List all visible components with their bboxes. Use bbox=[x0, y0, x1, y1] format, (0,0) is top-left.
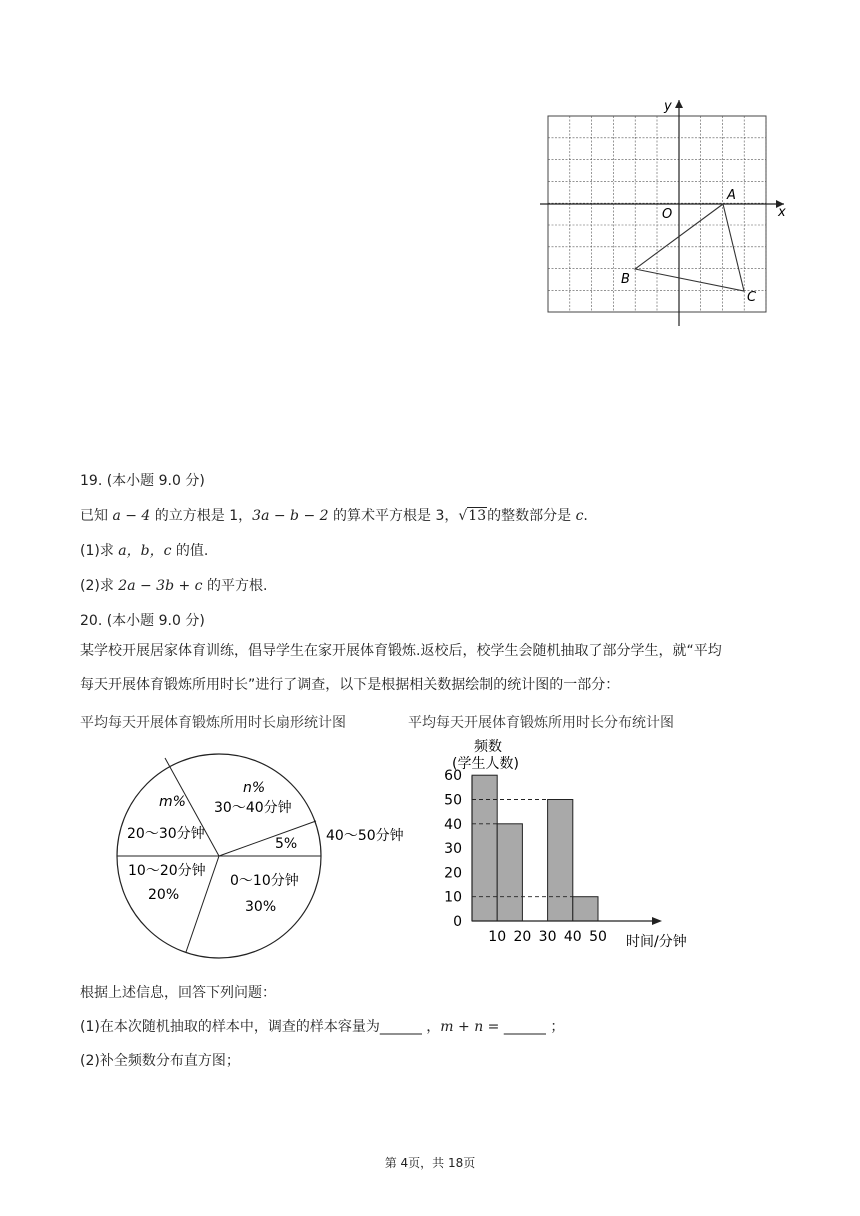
slice-label-0-10: 0～10分钟 bbox=[230, 873, 299, 889]
slice-label-0-10-pct: 30% bbox=[245, 899, 277, 915]
blank-2: ______ bbox=[503, 1019, 546, 1035]
hist-ytick-10: 10 bbox=[444, 889, 462, 906]
slice-label-10-20-pct: 20% bbox=[148, 887, 180, 903]
hist-ytick-50: 50 bbox=[444, 792, 462, 809]
hist-ytick-60: 60 bbox=[444, 768, 462, 785]
q20-para-2: 每天开展体育锻炼所用时长”进行了调查，以下是根据相关数据绘制的统计图的一部分： bbox=[80, 677, 620, 693]
y-axis-label: y bbox=[664, 99, 672, 114]
q20-para-1: 某学校开展居家体育训练，倡导学生在家开展体育锻炼.返校后，校学生会随机抽取了部分学生，就“平均 bbox=[80, 643, 722, 659]
hist-xtick-50: 50 bbox=[589, 929, 607, 945]
hist-xtick-40: 40 bbox=[563, 929, 582, 945]
hist-bar-30-40 bbox=[548, 800, 573, 922]
pie-chart-title: 平均每天开展体育锻炼所用时长扇形统计图 bbox=[80, 715, 346, 731]
pie-chart bbox=[110, 750, 420, 960]
hist-bar-0-10 bbox=[472, 775, 497, 921]
slice-label-30-40: 30～40分钟 bbox=[214, 800, 292, 816]
point-c-label: C bbox=[747, 290, 757, 305]
hist-ytick-0: 0 bbox=[453, 914, 462, 930]
x-axis-label: x bbox=[778, 205, 786, 220]
q19-part1: (1)求 a，b，c 的值. bbox=[80, 543, 209, 559]
hist-ytick-30: 30 bbox=[444, 841, 462, 858]
coordinate-grid-figure bbox=[530, 96, 800, 332]
q19-header: 19. (本小题 9.0 分) bbox=[80, 473, 205, 489]
page-footer: 第 4页，共 18页 bbox=[384, 1156, 476, 1170]
hist-ytick-20: 20 bbox=[444, 865, 462, 882]
hist-ylabel-1: 频数 bbox=[474, 739, 502, 755]
point-a-label: A bbox=[727, 188, 736, 203]
origin-label: O bbox=[662, 207, 673, 222]
hist-ylabel-2: (学生人数) bbox=[452, 756, 519, 772]
slice-label-20-30: 20～30分钟 bbox=[127, 826, 205, 842]
q20-ask-2: (2)补全频数分布直方图； bbox=[80, 1053, 240, 1069]
hist-xtick-30: 30 bbox=[538, 929, 557, 945]
sqrt-symbol: √ bbox=[458, 508, 468, 524]
hist-bar-40-50 bbox=[573, 897, 598, 921]
hist-bar-10-20 bbox=[497, 824, 522, 921]
triangle-abc bbox=[635, 204, 744, 291]
hist-xlabel: 时间/分钟 bbox=[626, 934, 687, 950]
blank-1: ______ bbox=[379, 1019, 422, 1035]
bar-chart-title: 平均每天开展体育锻炼所用时长分布统计图 bbox=[408, 715, 674, 731]
slice-label-40-50: 40～50分钟 bbox=[326, 828, 404, 844]
q20-ask-1: (1)在本次随机抽取的样本中，调查的样本容量为______ ，m + n = ______ ； bbox=[80, 1019, 565, 1035]
slice-label-10-20: 10～20分钟 bbox=[128, 863, 206, 879]
slice-label-20-30-pct: m% bbox=[159, 794, 186, 810]
sqrt-radicand: 13 bbox=[468, 508, 487, 524]
histogram-chart bbox=[420, 730, 700, 956]
point-b-label: B bbox=[621, 272, 630, 287]
hist-xtick-10: 10 bbox=[488, 929, 507, 945]
q20-after-text: 根据上述信息，回答下列问题： bbox=[80, 985, 276, 1001]
slice-label-40-50-pct: 5% bbox=[275, 836, 298, 852]
q19-stem: 已知 a − 4 的立方根是 1，3a − b − 2 的算术平方根是 3，√13的整数部分是 c. bbox=[80, 508, 588, 524]
hist-xtick-20: 20 bbox=[513, 929, 532, 945]
q20-header: 20. (本小题 9.0 分) bbox=[80, 613, 205, 629]
q19-part2: (2)求 2a − 3b + c 的平方根. bbox=[80, 578, 268, 594]
slice-label-30-40-pct: n% bbox=[243, 780, 266, 796]
hist-ytick-40: 40 bbox=[444, 816, 462, 833]
